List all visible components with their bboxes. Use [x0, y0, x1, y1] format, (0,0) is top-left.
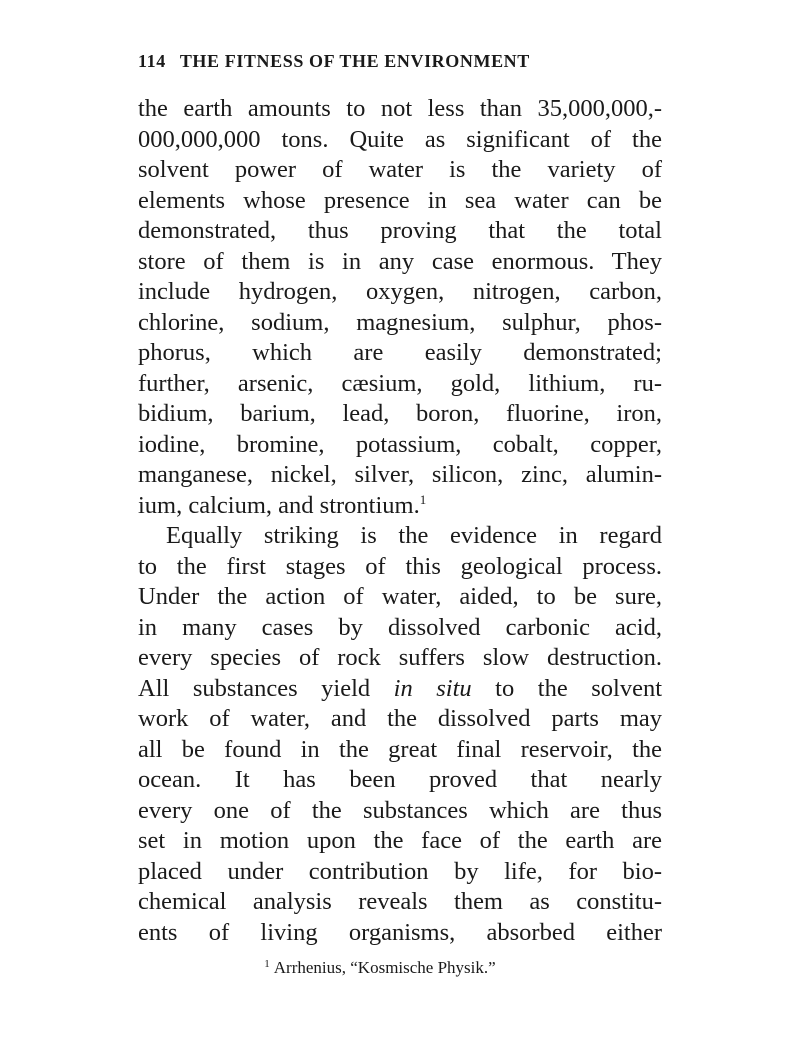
page-number: 114 [138, 51, 166, 71]
text-line: store of them is in any case enormous. They [138, 247, 662, 275]
text-line: further, arsenic, cæsium, gold, lithium, ru- [138, 369, 662, 397]
text-line: ocean. It has been proved that nearly [138, 766, 662, 793]
text-line: solvent power of water is the variety of [138, 156, 662, 183]
running-head [138, 48, 662, 74]
text-line: Under the action of water, aided, to be sure, [138, 583, 662, 610]
text-line: chemical analysis reveals them as constitu- [138, 888, 662, 915]
text-line-content: ium, calcium, and strontium. [138, 491, 420, 519]
text-line: iodine, bromine, potassium, cobalt, copper, [138, 430, 662, 458]
text-line: to the first stages of this geological process. [138, 552, 662, 580]
paragraph-1 [138, 94, 662, 521]
text-line: manganese, nickel, silver, silicon, zinc, alumin- [138, 461, 662, 488]
footnote-text: Arrhenius, “Kosmische Physik.” [273, 958, 496, 977]
book-page [138, 48, 662, 980]
text-line: every species of rock suffers slow destruction. [138, 644, 662, 671]
text-line: include hydrogen, oxygen, nitrogen, carbon, [138, 278, 662, 305]
running-title: THE FITNESS OF THE ENVIRONMENT [179, 51, 530, 71]
text-line: bidium, barium, lead, boron, fluorine, iron, [138, 400, 662, 427]
text-line: demonstrated, thus proving that the total [138, 217, 662, 244]
text-line: set in motion upon the face of the earth are [138, 827, 662, 854]
body-text [138, 94, 662, 948]
text-line: 000,000,000 tons. Quite as significant of the [138, 125, 662, 153]
footnote-reference[interactable]: 1 [419, 491, 427, 507]
text-line: phorus, which are easily demonstrated; [138, 339, 662, 366]
text-line-last [138, 491, 662, 522]
text-line: in many cases by dissolved carbonic acid, [138, 613, 662, 641]
text-line: chlorine, sodium, magnesium, sulphur, phos- [138, 308, 662, 336]
text-segment: All substances yield [138, 674, 394, 702]
paragraph-2 [138, 521, 662, 948]
text-line-with-italic [138, 674, 662, 705]
text-line: elements whose presence in sea water can be [138, 186, 662, 214]
text-line: ents of living organisms, absorbed either [138, 918, 662, 946]
italic-phrase: in situ [393, 674, 472, 702]
text-line: every one of the substances which are thus [138, 796, 662, 824]
footnote [138, 956, 662, 980]
footnote-marker: 1 [264, 958, 270, 970]
text-line: all be found in the great final reservoir, the [138, 735, 662, 763]
text-segment: to the solvent [471, 674, 662, 702]
text-line: work of water, and the dissolved parts may [138, 705, 662, 732]
text-line-indented: Equally striking is the evidence in regard [166, 522, 662, 549]
text-line: the earth amounts to not less than 35,000,000,- [138, 95, 662, 122]
text-line: placed under contribution by life, for bio- [138, 857, 662, 885]
